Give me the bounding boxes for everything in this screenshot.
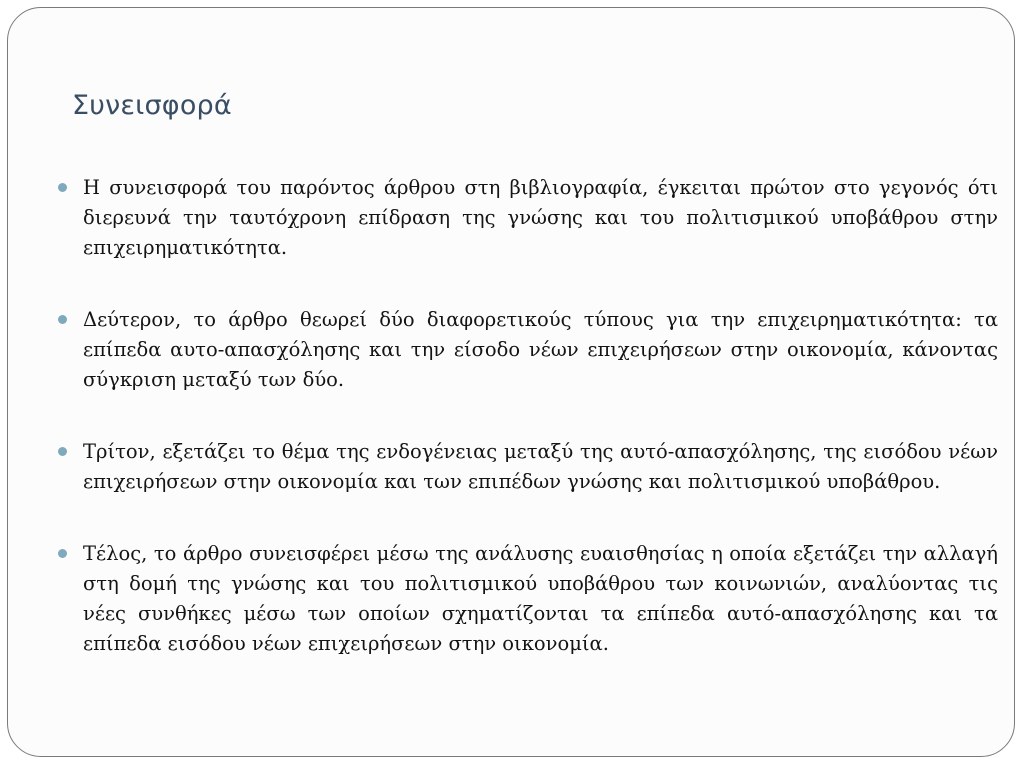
bullet-dot-icon — [58, 183, 67, 192]
bullet-text: Τρίτον, εξετάζει το θέμα της ενδογένειας μεταξύ της αυτό-απασχόλησης, της εισόδου νέων επιχειρήσεων στην οικονομία και των επιπέδων γνώσης και πολιτισμικού υποβάθρου. — [83, 440, 998, 493]
bullet-item — [58, 305, 998, 395]
bullet-list — [58, 173, 998, 659]
bullet-item — [58, 173, 998, 263]
slide-frame — [7, 7, 1015, 757]
bullet-text: Δεύτερον, το άρθρο θεωρεί δύο διαφορετικούς τύπους για την επιχειρηματικότητα: τα επίπεδα αυτο-απασχόλησης και την είσοδο νέων επιχειρήσεων στην οικονομία, κάνοντας σύγκριση μεταξύ των δύο. — [83, 308, 998, 391]
bullet-item — [58, 539, 998, 659]
bullet-text: Τέλος, το άρθρο συνεισφέρει μέσω της ανάλυσης ευαισθησίας η οποία εξετάζει την αλλαγή στη δομή της γνώσης και του πολιτισμικού υποβάθρου των κοινωνιών, αναλύοντας τις νέες συνθήκες μέσω των οποίων σχηματίζονται τα επίπεδα αυτό-απασχόλησης και τα επίπεδα εισόδου νέων επιχειρήσεων στην οικονομία. — [83, 542, 998, 655]
slide-title: Συνεισφορά — [72, 90, 232, 121]
bullet-text: Η συνεισφορά του παρόντος άρθρου στη βιβλιογραφία, έγκειται πρώτον στο γεγονός ότι διερευνά την ταυτόχρονη επίδραση της γνώσης και του πολιτισμικού υποβάθρου στην επιχειρηματικότητα. — [83, 176, 998, 259]
bullet-dot-icon — [58, 447, 67, 456]
bullet-item — [58, 437, 998, 497]
bullet-dot-icon — [58, 549, 67, 558]
bullet-dot-icon — [58, 315, 67, 324]
